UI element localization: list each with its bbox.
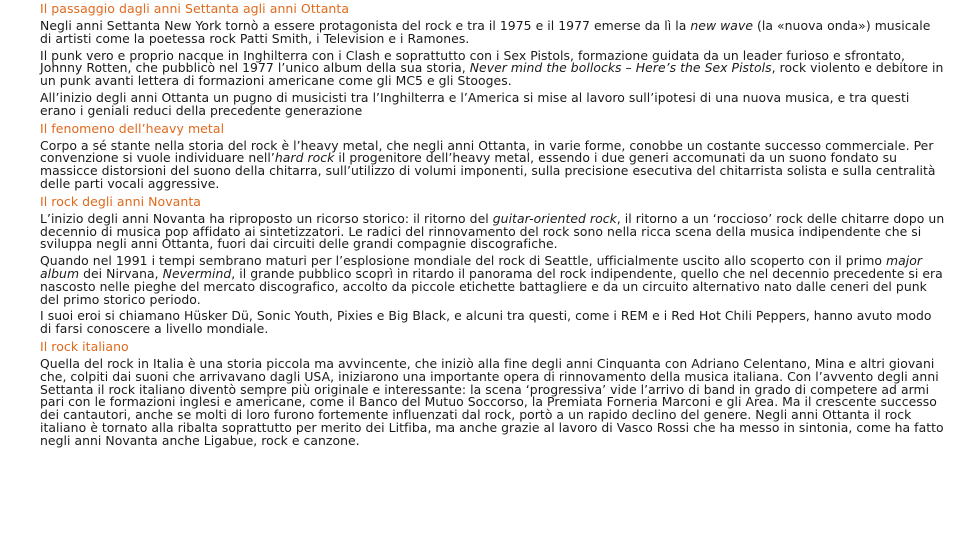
text-run: L’inizio degli anni Novanta ha riproposto un ricorso storico: il ritorno del [40, 210, 493, 226]
paragraph [40, 355, 945, 448]
section [40, 195, 945, 336]
section [40, 122, 945, 191]
paragraph [40, 255, 945, 306]
text-run: , il ritorno a un ‘roccioso’ rock delle chitarre dopo un decennio di musica pop affidato ai sintetizzatori. Le radici del rinnovamento del rock sono nella ricca scena della musica indipendente che si sviluppa negli anni Ottanta, fuori dai circuiti delle grandi compagnie discografiche. [40, 210, 945, 252]
text-run: Negli anni Settanta New York tornò a essere protagonista del rock e tra il 1975 e il 1977 emerse da lì la [40, 18, 691, 33]
text-run: I suoi eroi si chiamano Hüsker Dü, Sonic Youth, Pixies e Big Black, e alcuni tra questi, come i REM e i Red Hot Chili Peppers, hanno avuto modo di farsi conoscere a livello mondiale. [40, 308, 932, 337]
italic-text: Nevermind [162, 265, 232, 281]
text-run: (la «nuova onda») musicale di artisti come la poetessa rock Patti Smith, i Television e i Ramones. [40, 18, 931, 46]
paragraph [40, 89, 945, 118]
text-run: Corpo a sé stante nella storia del rock è l’heavy metal, che negli anni Ottanta, in varie forme, conobbe un costante successo commerciale. Per convenzione si vuole individuare nell’ [40, 137, 934, 166]
text-run: dei Nirvana, [79, 265, 163, 281]
text-run: Il punk vero e proprio nacque in Inghilterra con i Clash e soprattutto con i Sex Pistols, formazione guidata da un leader furioso e sfrontato, Johnny Rotten, che pubblicò nel 1977 l’unico album della sua storia, [40, 47, 906, 76]
paragraph [40, 47, 945, 89]
section [40, 340, 945, 448]
italic-text: new wave [690, 18, 754, 33]
paragraph [40, 137, 945, 191]
text-run: All’inizio degli anni Ottanta un pugno di musicisti tra l’Inghilterra e l’America si mise al lavoro sull’ipotesi di una nuova musica, e tra questi erano i geniali reduci della precedente generazione [40, 89, 910, 118]
paragraph [40, 20, 945, 46]
text-run: Quella del rock in Italia è una storia piccola ma avvincente, che iniziò alla fine degli anni Cinquanta con Adriano Celentano, Mina e altri giovani che, colpiti dai suoni che arrivavano dagli USA, iniziarono una importante opera di rinnovamento della musica italiana. Con l’avvento degli anni Settanta il rock italiano diventò sempre più originale e interessante: la scena ‘progressiva’ vide l’arrivo di band in grado di competere ad armi pari con le formazioni inglesi e americane, come il Banco del Mutuo Soccorso, la Premiata Forneria Marconi e gli Area. Ma il crescente successo dei cantautori, anche se molti di loro furono fortemente influenzati dal rock, portò a un rapido declino del genere. Negli anni Ottanta il rock italiano è tornato alla ribalta soprattutto per merito dei Litfiba, ma anche grazie al lavoro di Vasco Rossi che ha messo in sintonia, come ha fatto negli anni Novanta anche Ligabue, rock e canzone. [40, 355, 944, 448]
italic-text: hard rock [274, 150, 335, 166]
text-run: il progenitore dell’heavy metal, essendo i due generi accomunati da un suono fondato su massicce distorsioni del suono della chitarra, sull’utilizzo di volumi imponenti, sulla precisione esecutiva del chitarrista solista e sulla centralità delle parti vocali aggressive. [40, 150, 936, 191]
italic-text: guitar-oriented rock [492, 210, 617, 226]
text-run: , rock violento e debitore in un punk avanti lettera di formazioni americane come gli MC5 e gli Stooges. [40, 60, 944, 89]
section-heading: Il fenomeno dell’heavy metal [40, 120, 225, 136]
section [40, 2, 945, 118]
section-heading: Il rock italiano [40, 338, 129, 354]
italic-text: Never mind the bollocks – Here’s the Sex Pistols [469, 60, 772, 76]
italic-text: major album [40, 253, 923, 281]
section-heading: Il rock degli anni Novanta [40, 193, 201, 209]
text-run: Quando nel 1991 i tempi sembrano maturi per l’esplosione mondiale del rock di Seattle, ufficialmente uscito allo scoperto con il primo [40, 253, 886, 269]
paragraph [40, 310, 945, 336]
text-run: , il grande pubblico scoprì in ritardo il panorama del rock indipendente, quello che nel decennio precedente si era nascosto nelle pieghe del mercato discografico, accolto da piccole etichette battagliere e da un circuito alternativo nato dalle ceneri del punk del primo storico periodo. [40, 265, 943, 307]
document-page [40, 2, 945, 452]
paragraph [40, 210, 945, 252]
section-heading: Il passaggio dagli anni Settanta agli anni Ottanta [40, 1, 350, 16]
